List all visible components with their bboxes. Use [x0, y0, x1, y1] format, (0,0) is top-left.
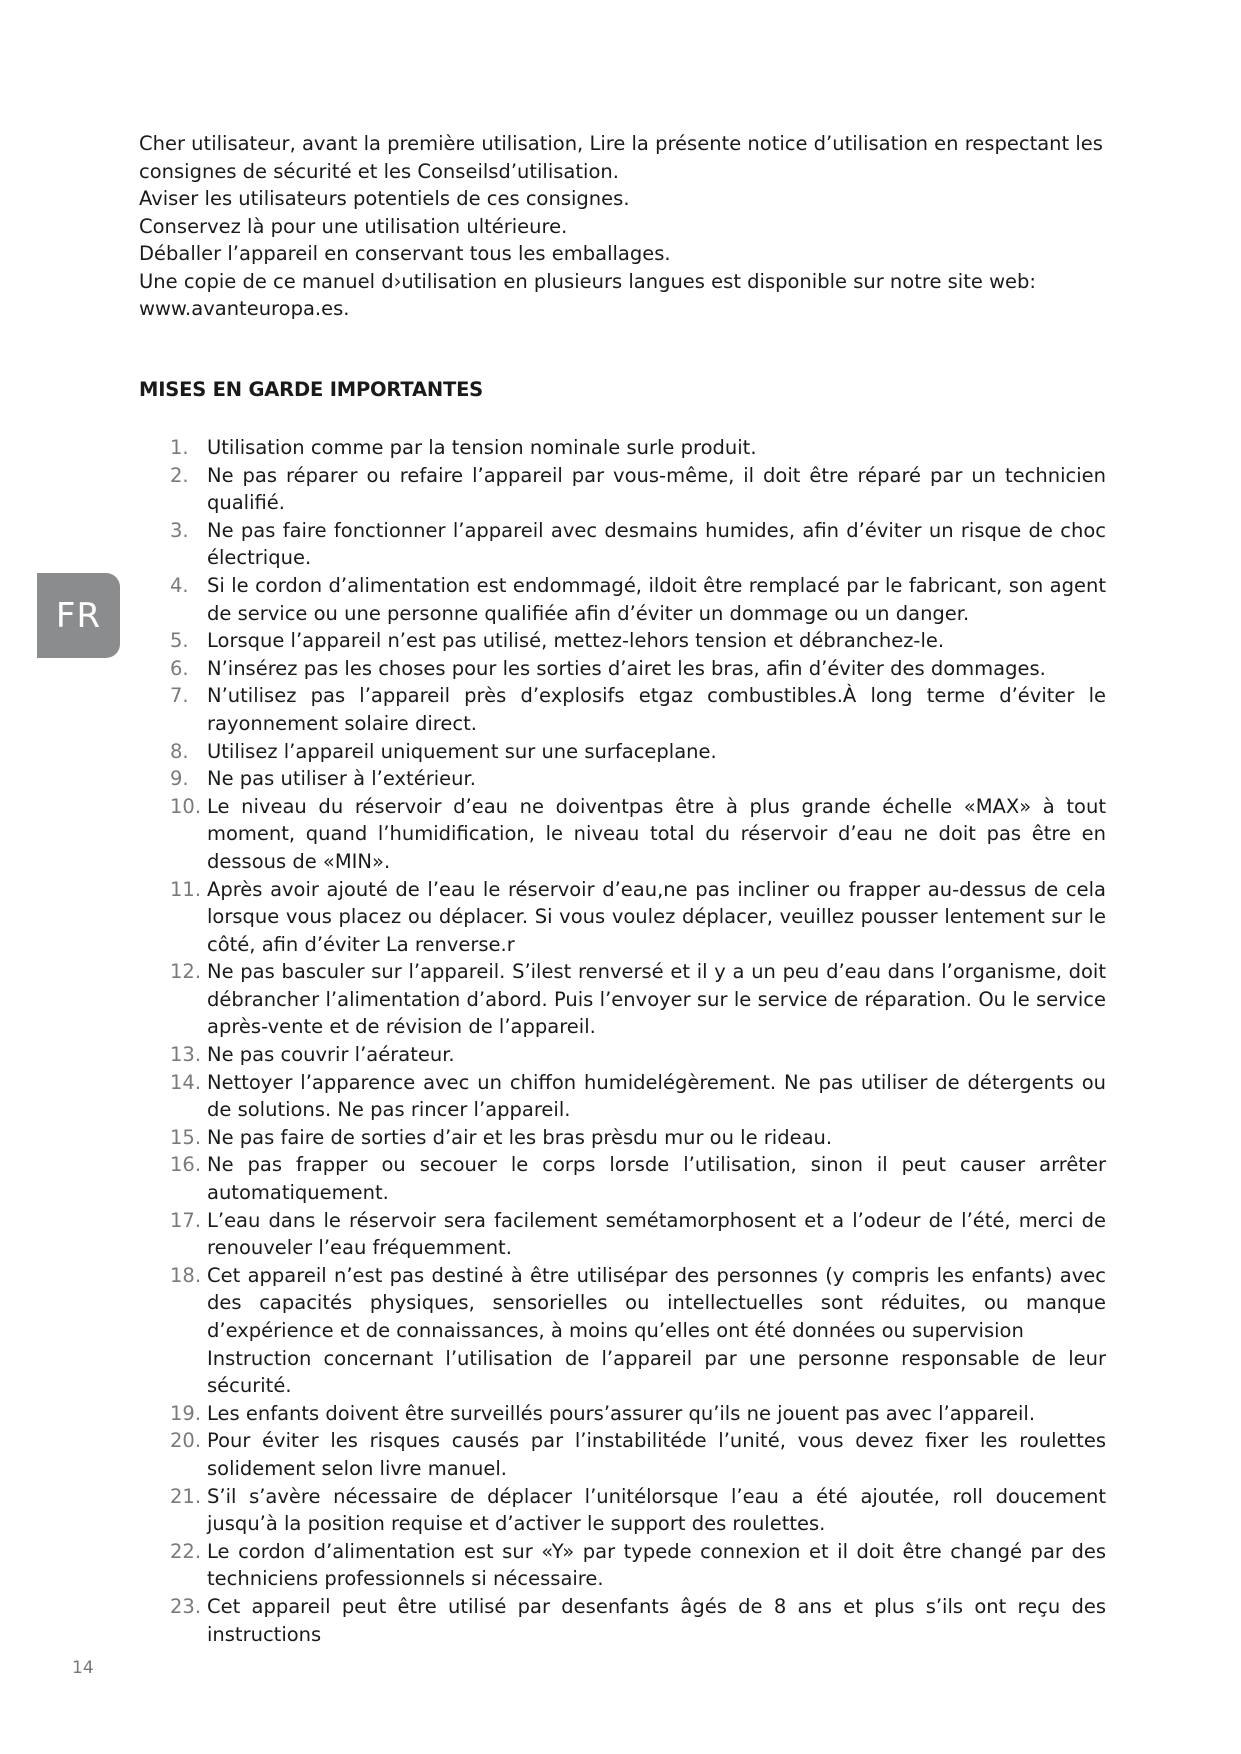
- warning-item: [160, 655, 1106, 683]
- item-text: Ne pas frapper ou secouer le corps lorsde l’utilisation, sinon il peut causer arrêter automatiquement.: [207, 1153, 1106, 1205]
- item-number: 3.: [170, 518, 189, 542]
- item-text: Lorsque l’appareil n’est pas utilisé, mettez-lehors tension et débranchez-le.: [207, 629, 945, 653]
- warning-item: [160, 434, 1106, 462]
- language-tab: FR: [37, 573, 120, 658]
- item-number: 20.: [170, 1429, 202, 1453]
- item-number: 14.: [170, 1070, 202, 1094]
- intro-paragraph-1: Cher utilisateur, avant la première utilisation, Lire la présente notice d’utilisation en respectant les consignes de sécurité et les Conseilsd’utilisation.: [139, 132, 1103, 183]
- warning-item: [160, 1124, 1106, 1152]
- item-number: 11.: [170, 877, 202, 901]
- warning-item: [160, 462, 1106, 517]
- item-number: 9.: [170, 767, 189, 791]
- item-text: Ne pas faire fonctionner l’appareil avec desmains humides, afin d’éviter un risque de choc électrique.: [207, 518, 1106, 570]
- warning-item: [160, 1538, 1106, 1593]
- item-number: 6.: [170, 656, 189, 680]
- warnings-list: [160, 434, 1106, 1648]
- warning-item: [160, 958, 1106, 1041]
- item-number: 23.: [170, 1594, 202, 1618]
- item-number: 8.: [170, 739, 189, 763]
- item-number: 1.: [170, 436, 189, 459]
- item-text: S’il s’avère nécessaire de déplacer l’unitélorsque l’eau a été ajoutée, roll doucement jusqu’à la position requise et d’activer le support des roulettes.: [207, 1484, 1106, 1536]
- warning-item: [160, 1041, 1106, 1069]
- item-extra-text: Instruction concernant l’utilisation de l’appareil par une personne responsable de leur sécurité.: [207, 1346, 1106, 1398]
- warning-item: [160, 1207, 1106, 1262]
- item-number: 13.: [170, 1043, 202, 1067]
- intro-paragraph-5: Une copie de ce manuel d›utilisation en plusieurs langues est disponible sur notre site web: www.avanteuropa.es.: [139, 269, 1036, 320]
- warning-item: [160, 627, 1106, 655]
- intro-text: [139, 130, 1109, 323]
- item-text: L’eau dans le réservoir sera facilement semétamorphosent et a l’odeur de l’été, merci de renouveler l’eau fréquemment.: [207, 1208, 1106, 1260]
- item-text: Après avoir ajouté de l’eau le réservoir d’eau,ne pas incliner ou frapper au-dessus de cela lorsque vous placez ou déplacer. Si vous voulez déplacer, veuillez pousser lentement sur le côté, afin d’éviter La renverse.r: [207, 877, 1106, 956]
- warning-item: [160, 765, 1106, 793]
- item-text: Ne pas utiliser à l’extérieur.: [207, 767, 476, 791]
- item-text: Cet appareil n’est pas destiné à être utilisépar des personnes (y compris les enfants) avec des capacités physiques, sensorielles ou intellectuelles sont réduites, ou manque d’expérience et de connaissances, à moins qu’elles ont été données ou supervision: [207, 1263, 1106, 1342]
- item-number: 10.: [170, 794, 202, 818]
- item-text: Ne pas faire de sorties d’air et les bras prèsdu mur ou le rideau.: [207, 1125, 833, 1149]
- item-number: 15.: [170, 1125, 202, 1149]
- warning-item: [160, 1483, 1106, 1538]
- warning-item: [160, 738, 1106, 766]
- item-number: 21.: [170, 1484, 202, 1508]
- item-text: Le cordon d’alimentation est sur «Y» par typede connexion et il doit être changé par des techniciens professionnels si nécessaire.: [207, 1539, 1106, 1591]
- item-number: 5.: [170, 629, 189, 653]
- item-text: N’utilisez pas l’appareil près d’explosifs etgaz combustibles.À long terme d’éviter le rayonnement solaire direct.: [207, 684, 1106, 735]
- warning-item: [160, 1262, 1106, 1400]
- item-number: 18.: [170, 1263, 202, 1287]
- warning-item: [160, 793, 1106, 876]
- item-text: Si le cordon d’alimentation est endommagé, ildoit être remplacé par le fabricant, son agent de service ou une personne qualifiée afin d’éviter un dommage ou un danger.: [207, 573, 1106, 625]
- warning-item: [160, 682, 1106, 737]
- item-number: 2.: [170, 463, 189, 487]
- warning-item: [160, 1427, 1106, 1482]
- item-number: 7.: [170, 684, 189, 708]
- item-text: Ne pas couvrir l’aérateur.: [207, 1043, 455, 1067]
- item-text: Pour éviter les risques causés par l’instabilitéde l’unité, vous devez fixer les roulettes solidement selon livre manuel.: [207, 1429, 1106, 1480]
- intro-paragraph-2: Aviser les utilisateurs potentiels de ces consignes.: [139, 187, 630, 210]
- warning-item: [160, 876, 1106, 959]
- item-text: Cet appareil peut être utilisé par desenfants âgés de 8 ans et plus s’ils ont reçu des instructions: [207, 1594, 1106, 1646]
- item-text: Le niveau du réservoir d’eau ne doiventpas être à plus grande échelle «MAX» à tout moment, quand l’humidification, le niveau total du réservoir d’eau ne doit pas être en dessous de «MIN».: [207, 794, 1106, 873]
- intro-paragraph-4: Déballer l’appareil en conservant tous les emballages.: [139, 242, 671, 265]
- item-number: 16.: [170, 1153, 202, 1177]
- item-text: Ne pas basculer sur l’appareil. S’ilest renversé et il y a un peu d’eau dans l’organisme, doit débrancher l’alimentation d’abord. Puis l’envoyer sur le service de réparation. Ou le service après-vente et de révision de l’appareil.: [207, 960, 1106, 1039]
- section-heading: MISES EN GARDE IMPORTANTES: [139, 378, 484, 401]
- warning-item: [160, 1151, 1106, 1206]
- warning-item: [160, 572, 1106, 627]
- item-number: 12.: [170, 960, 202, 984]
- page-number: 14: [72, 1658, 94, 1678]
- intro-paragraph-3: Conservez là pour une utilisation ultérieure.: [139, 214, 568, 238]
- item-text: Nettoyer l’apparence avec un chiffon humidelégèrement. Ne pas utiliser de détergents ou de solutions. Ne pas rincer l’appareil.: [207, 1070, 1106, 1122]
- item-text: Utilisez l’appareil uniquement sur une surfaceplane.: [207, 739, 717, 763]
- item-number: 17.: [170, 1208, 202, 1232]
- warning-item: [160, 1593, 1106, 1648]
- item-number: 4.: [170, 573, 189, 597]
- warning-item: [160, 517, 1106, 572]
- item-number: 19.: [170, 1401, 202, 1425]
- item-text: N’insérez pas les choses pour les sorties d’airet les bras, afin d’éviter des dommages.: [207, 656, 1046, 680]
- item-text: Les enfants doivent être surveillés pours’assurer qu’ils ne jouent pas avec l’appareil.: [207, 1401, 1036, 1425]
- item-text: Ne pas réparer ou refaire l’appareil par vous-même, il doit être réparé par un technicien qualifié.: [207, 463, 1106, 515]
- warning-item: [160, 1400, 1106, 1428]
- item-number: 22.: [170, 1539, 202, 1563]
- warning-item: [160, 1069, 1106, 1124]
- item-text: Utilisation comme par la tension nominale surle produit.: [207, 436, 757, 459]
